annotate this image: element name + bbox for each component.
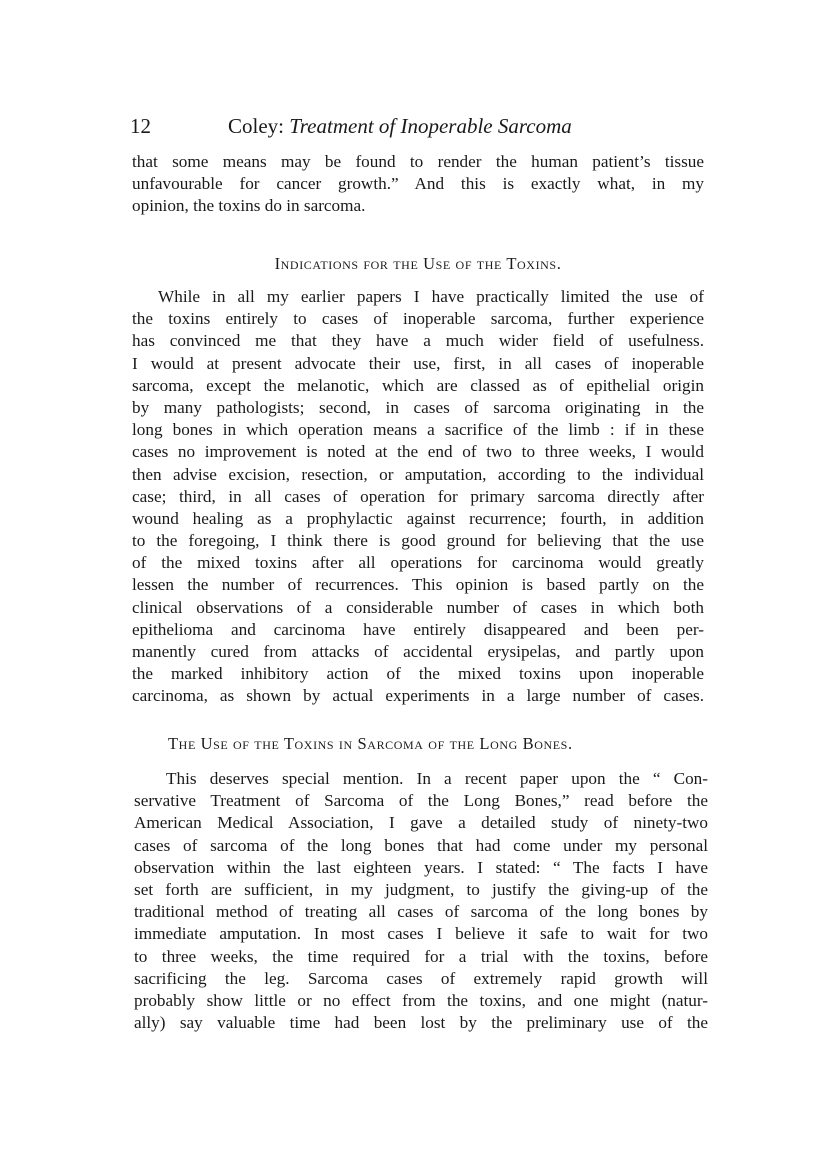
text-line: immediate amputation. In most cases I believe it safe to wait for two [134, 924, 708, 944]
intro-paragraph [132, 151, 704, 218]
text-line: opinion, the toxins do in sarcoma. [132, 196, 366, 216]
text-line: epithelioma and carcinoma have entirely disappeared and been per- [132, 619, 704, 639]
running-title-separator: : [278, 114, 290, 138]
running-title [228, 111, 572, 141]
text-line: traditional method of treating all cases of sarcoma of the long bones by [134, 902, 708, 922]
text-line: set forth are sufficient, in my judgment, to justify the giving-up of the [134, 879, 708, 899]
text-line: While in all my earlier papers I have practically limited the use of [158, 287, 704, 306]
text-line: unfavourable for cancer growth.” And this is exactly what, in my [132, 174, 704, 194]
text-line: probably show little or no effect from the toxins, and one might (natur- [134, 990, 708, 1010]
text-line: observation within the last eighteen years. I stated: “ The facts I have [134, 857, 708, 877]
long-bones-paragraph [134, 768, 708, 1034]
text-line: lessen the number of recurrences. This opinion is based partly on the [132, 575, 704, 595]
page-number: 12 [130, 114, 151, 138]
text-line: long bones in which operation means a sacrifice of the limb : if in these [132, 420, 704, 440]
text-line: American Medical Association, I gave a detailed study of ninety-two [134, 813, 708, 833]
text-line: clinical observations of a considerable number of cases in which both [132, 597, 704, 617]
text-line: of the mixed toxins after all operations for carcinoma would greatly [132, 553, 704, 573]
text-line: has convinced me that they have a much wider field of usefulness. [132, 331, 704, 351]
text-line: that some means may be found to render the human patient’s tissue [132, 152, 704, 171]
indications-paragraph [132, 286, 704, 708]
text-line: case; third, in all cases of operation for primary sarcoma directly after [132, 486, 704, 506]
section-heading-indications: Indications for the Use of the Toxins. [274, 254, 562, 273]
text-line: ally) say valuable time had been lost by the preliminary use of the [134, 1013, 708, 1033]
page-header [130, 111, 710, 141]
text-line: manently cured from attacks of accidental erysipelas, and partly upon [132, 642, 704, 661]
text-line: cases no improvement is noted at the end of two to three weeks, I would [132, 442, 704, 462]
text-line: then advise excision, resection, or amputation, according to the individual [132, 464, 704, 484]
text-line: the marked inhibitory action of the mixed toxins upon inoperable [132, 664, 704, 684]
text-line: to the foregoing, I think there is good ground for believing that the use [132, 531, 704, 551]
text-line: the toxins entirely to cases of inoperable sarcoma, further experience [132, 309, 704, 329]
text-line: I would at present advocate their use, first, in all cases of inoperable [132, 353, 704, 373]
text-line: wound healing as a prophylactic against recurrence; fourth, in addition [132, 508, 704, 528]
text-line: servative Treatment of Sarcoma of the Long Bones,” read before the [134, 791, 708, 811]
running-title-text: Treatment of Inoperable Sarcoma [289, 114, 572, 138]
text-line: This deserves special mention. In a recent paper upon the “ Con- [166, 769, 708, 788]
running-title-author: Coley [228, 114, 279, 138]
text-line: to three weeks, the time required for a trial with the toxins, before [134, 946, 708, 966]
text-line: by many pathologists; second, in cases of sarcoma originating in the [132, 397, 704, 417]
section-heading-long-bones: The Use of the Toxins in Sarcoma of the Long Bones. [168, 734, 573, 753]
text-line: carcinoma, as shown by actual experiments in a large number of cases. [132, 686, 704, 706]
text-line: sarcoma, except the melanotic, which are classed as of epithelial origin [132, 375, 704, 395]
text-line: sacrificing the leg. Sarcoma cases of extremely rapid growth will [134, 968, 708, 988]
text-line: cases of sarcoma of the long bones that had come under my personal [134, 835, 708, 855]
